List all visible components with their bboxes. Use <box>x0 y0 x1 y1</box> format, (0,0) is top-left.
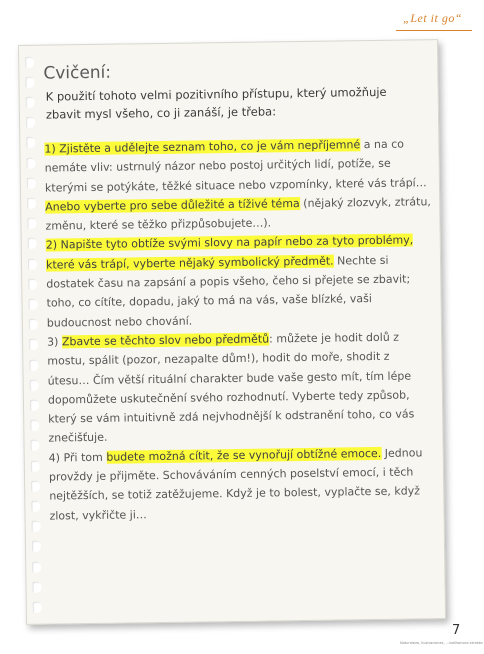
hole <box>28 279 37 290</box>
hole <box>29 359 38 370</box>
hole <box>25 117 34 128</box>
hole <box>29 339 38 350</box>
highlight-step-1b: Anebo vyberte pro sebe důležité a tíživé téma <box>45 196 300 214</box>
image-credit: Naturaleza, Ilustraciones, ...ivelikonoce.strakko <box>400 641 483 645</box>
hole <box>27 218 36 229</box>
hole <box>30 440 39 451</box>
hole <box>32 561 41 572</box>
step-3 <box>47 327 435 448</box>
highlight-step-3: Zbavte se těchto slov nebo předmětů <box>61 332 270 349</box>
step-1-text: a na co nemáte vliv: ustrnulý názor nebo postoj určitých lidí, potíže, se kterými se potýkáte, těžké situace nebo vzpomínky, které vás trápí… <box>44 137 427 195</box>
spiral-holes <box>19 46 47 624</box>
hole <box>31 501 40 512</box>
hole <box>27 198 36 209</box>
step-4-prefix: 4) Při tom <box>48 450 107 465</box>
hole <box>31 521 40 532</box>
hole <box>32 582 41 593</box>
highlight-step-1: 1) Zjistěte a udělejte seznam toho, co je vám nepříjemné <box>44 138 361 156</box>
hole <box>27 238 36 249</box>
exercise-body <box>44 134 435 525</box>
hole <box>26 178 35 189</box>
notebook-page <box>18 39 446 625</box>
hole <box>29 380 38 391</box>
page-number: 7 <box>452 623 461 638</box>
hole <box>29 400 38 411</box>
step-4 <box>49 443 436 526</box>
step-3-text: : můžete je hodit dolů z mostu, spálit (pozor, nezapalte dům!), hodit do moře, shodit z útesu… Čím větší rituální charakter bude vaše gesto mít, tím lépe dopomůžete uskutečnění svého rozhodnutí. Vyberte tedy způsob, který se vám intuitivně zdá nejvhodnější k odstranění toho, co vás znečišťuje. <box>47 330 415 446</box>
step-1b <box>45 192 432 236</box>
step-1b-text: (nějaký zlozvyk, ztrátu, změnu, které se těžko přizpůsobujete…). <box>45 195 431 233</box>
hole <box>31 481 40 492</box>
step-1 <box>44 134 431 197</box>
highlight-step-2: 2) Napište tyto obtíže svými slovy na papír nebo za tyto problémy, které vás trápí, vyberte nějaký symbolický předmět. <box>45 233 414 272</box>
hole <box>31 541 40 552</box>
hole <box>26 157 35 168</box>
hole <box>25 77 34 88</box>
hole <box>30 420 39 431</box>
hole <box>30 460 39 471</box>
exercise-title: Cvičení: <box>43 62 112 84</box>
hole <box>25 97 34 108</box>
hole <box>28 299 37 310</box>
highlight-step-4: budete možná cítit, že se vynořují obtížné emoce. <box>106 446 382 464</box>
hole <box>25 56 34 67</box>
hole <box>26 137 35 148</box>
header-title: „Let it go“ <box>403 11 462 25</box>
exercise-intro: K použití tohoto velmi pozitivního přístupu, který umožňuje zbavit mysl všeho, co ji zanáší, je třeba: <box>45 84 387 122</box>
step-4-text: Jednou provždy je přijměte. Schováváním cenných poselství emocí, i těch nejtěžších, se totiž zatěžujeme. Když je to bolest, vyplačte se, když zlost, vykřičte ji… <box>48 446 423 523</box>
header-underline <box>396 30 472 31</box>
step-2-text: Nechte si dostatek času na zapsání a popis všeho, čeho si přejete se zbavit; toho, co cítíte, dopadu, jaký to má na vás, vaše blízké, vaši budoucnost nebo chování. <box>46 253 411 330</box>
step-3-prefix: 3) <box>47 335 63 349</box>
step-2 <box>46 231 433 333</box>
hole <box>32 602 41 613</box>
hole <box>28 319 37 330</box>
hole <box>27 258 36 269</box>
